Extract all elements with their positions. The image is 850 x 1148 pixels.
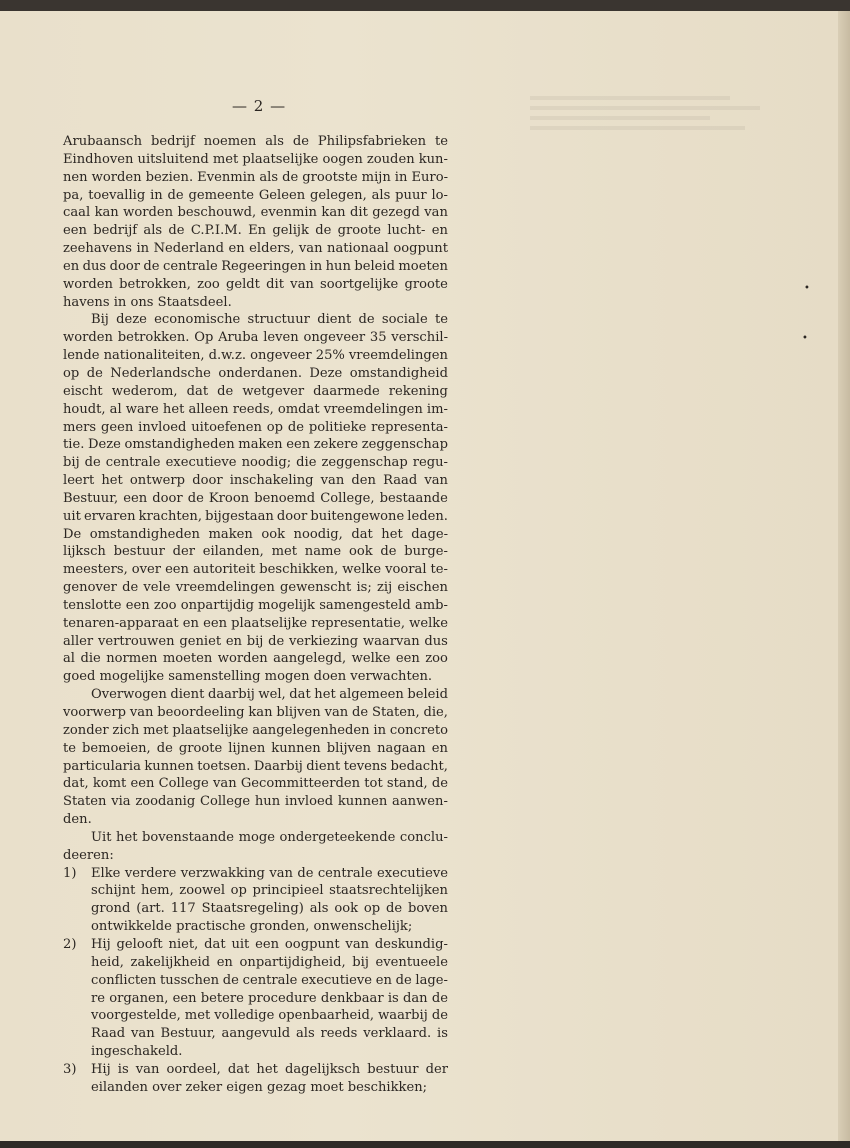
text-line: Raad van Bestuur, aangevuld als reeds verklaard. is [91,1026,448,1042]
text-line: worden betrokken. Op Aruba leven ongeveer 35 verschil- [63,330,448,346]
list-number: 2) [63,936,77,952]
margin-mark: • [804,283,810,294]
text-line: houdt, al ware het alleen reeds, omdat vreemdelingen im- [63,401,448,417]
text-line: Staten via zoodanig College hun invloed kunnen aanwen- [63,794,448,810]
text-line: den. [63,812,92,828]
text-line: mers geen invloed uitoefenen op de politieke representa- [63,419,448,435]
text-line: en dus door de centrale Regeeringen in hun beleid moeten [63,258,448,274]
text-line: Bestuur, een door de Kroon benoemd College, bestaande [63,490,448,506]
text-line: tenslotte een zoo onpartijdig mogelijk samengesteld amb- [63,597,448,613]
text-line: schijnt hem, zoowel op principieel staatsrechtelijken [91,883,448,899]
text-line: te bemoeien, de groote lijnen kunnen blijven nagaan en [63,740,448,756]
text-line: Overwogen dient daarbij wel, dat het algemeen beleid [91,687,448,703]
list-number: 3) [63,1061,77,1077]
text-line: ontwikkelde practische gronden, onwenschelijk; [91,919,413,935]
scan-bottom-edge [0,1141,850,1148]
text-line: aller vertrouwen geniet en bij de verkiezing waarvan dus [63,633,448,649]
text-line: Arubaansch bedrijf noemen als de Philipsfabrieken te [63,134,448,149]
margin-mark: • [802,333,808,344]
text-line: pa, toevallig in de gemeente Geleen gelegen, als puur lo- [63,187,448,203]
text-line: deeren: [63,847,114,863]
page-number: — 2 — [232,97,287,115]
text-line: zonder zich met plaatselijke aangelegenheden in concreto [63,722,448,738]
text-line: genover de vele vreemdelingen gewenscht is; zij eischen [63,580,448,596]
text-line: ingeschakeld. [91,1044,183,1060]
text-line: 1) Elke verdere verzwakking van de centrale executieve [63,865,448,881]
text-line: worden betrokken, zoo geldt dit van soortgelijke groote [63,276,448,292]
text-line: lijksch bestuur der eilanden, met name ook de burge- [63,544,448,560]
text-line: 2) Hij gelooft niet, dat uit een oogpunt van deskundig- [63,936,448,952]
text-line: tenaren-apparaat en een plaatselijke representatie, welke [63,615,448,631]
text-line: leert het ontwerp door inschakeling van den Raad van [63,473,448,489]
text-line: zeehavens in Nederland en elders, van nationaal oogpunt [63,241,448,257]
text-line: caal kan worden beschouwd, evenmin kan dit gezegd van [63,205,448,221]
scan-right-edge [838,11,850,1141]
text-line: tie. Deze omstandigheden maken een zekere zeggenschap [63,437,448,453]
text-line: voorwerp van beoordeeling kan blijven van de Staten, die, [63,705,448,720]
text-line: 3) Hij is van oordeel, dat het dagelijksch bestuur der [63,1061,448,1077]
text-line: al die normen moeten worden aangelegd, welke een zoo [63,651,448,667]
text-line: meesters, over een autoriteit beschikken, welke vooral te- [63,562,448,578]
text-line: een bedrijf als de C.P.I.M. En gelijk de groote lucht- en [63,223,448,239]
text-line: Bij deze economische structuur dient de sociale te [91,312,448,328]
text-line: uit ervaren krachten, bijgestaan door buitengewone leden. [63,508,448,524]
text-line: eilanden over zeker eigen gezag moet beschikken; [91,1079,428,1095]
text-line: goed mogelijke samenstelling mogen doen verwachten. [63,669,433,685]
text-line: lende nationaliteiten, d.w.z. ongeveer 25% vreemdelingen [63,348,448,364]
body-text [63,133,448,1097]
text-line: Eindhoven uitsluitend met plaatselijke oogen zouden kun- [63,151,448,167]
bleed-through-shadow [530,96,765,136]
text-line: dat, komt een College van Gecommitteerden tot stand, de [63,776,448,792]
text-line: Uit het bovenstaande moge ondergeteekende conclu- [91,829,448,845]
text-line: re organen, een betere procedure denkbaar is dan de [91,990,448,1006]
text-line: op de Nederlandsche onderdanen. Deze omstandigheid [63,365,448,381]
scan-top-edge [0,0,850,11]
text-line: voorgestelde, met volledige openbaarheid, waarbij de [91,1008,448,1024]
text-line: havens in ons Staatsdeel. [63,294,232,310]
text-line: eischt wederom, dat de wetgever daarmede rekening [63,383,448,399]
text-line: heid, zakelijkheid en onpartijdigheid, bij eventueele [91,954,448,970]
text-line: conflicten tusschen de centrale executieve en de lage- [91,972,448,988]
text-line: grond (art. 117 Staatsregeling) als ook op de boven [91,901,448,917]
text-line: bij de centrale executieve noodig; die zeggenschap regu- [63,455,448,471]
text-line: nen worden bezien. Evenmin als de grootste mijn in Euro- [63,169,448,185]
list-number: 1) [63,865,77,881]
text-line: particularia kunnen toetsen. Daarbij dient tevens bedacht, [63,758,448,774]
text-line: De omstandigheden maken ook noodig, dat het dage- [63,526,448,542]
